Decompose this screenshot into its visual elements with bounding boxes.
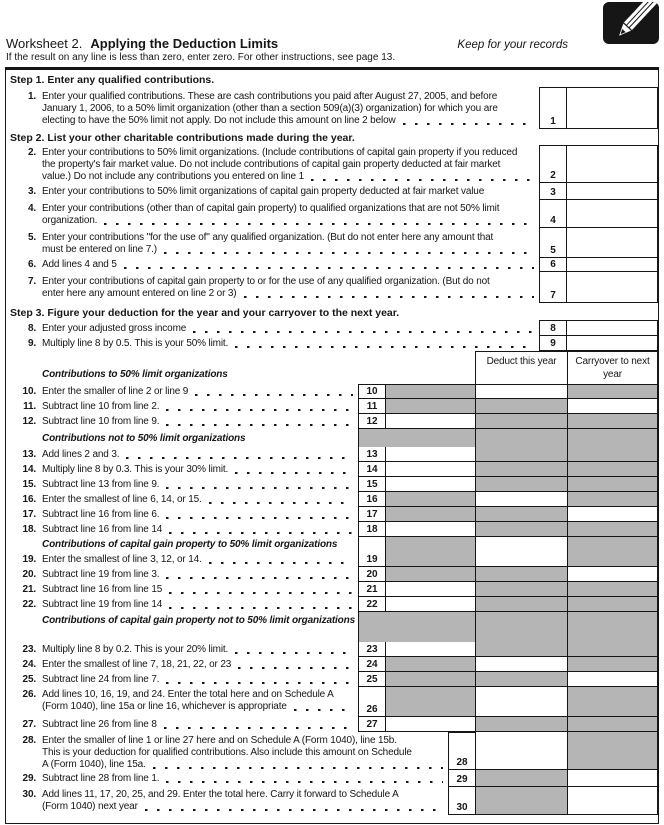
line-18-amount-cell[interactable] <box>385 522 475 537</box>
line-1-amount-cell[interactable] <box>566 87 658 129</box>
subheading-row-cg-to-50 <box>6 537 658 552</box>
dot-leader <box>164 727 353 729</box>
line-18-deduct-cell <box>475 522 567 537</box>
line-23-deduct-cell <box>475 642 567 657</box>
line-13-amount-cell[interactable] <box>385 447 475 462</box>
line-24-row: 24. Enter the smallest of line 7, 18, 21, 22, or 23 24 <box>6 657 658 672</box>
line-22-amount-cell[interactable] <box>385 597 475 612</box>
dot-leader <box>166 577 353 579</box>
line-24-number-box: 24 <box>358 657 385 672</box>
line-7-row: 7. Enter your contributions of capital gain property to or for the use of any qualified organization. (But do not enter here any amount entered on line 2 or 3) 7 <box>6 272 658 303</box>
line-9-number-box: 9 <box>539 336 566 351</box>
column-header-carryover: Carryover to next year <box>567 351 658 384</box>
line-10-number: 10. <box>22 386 36 397</box>
line-12-row: 12. Subtract line 10 from line 9. 12 <box>6 414 658 429</box>
dot-leader <box>124 267 534 269</box>
line-27-row: 27. Subtract line 26 from line 8 27 <box>6 717 658 732</box>
line-28-row: 28. Enter the smaller of line 1 or line 27 here and on Schedule A (Form 1040), line 15b. This is your deduction for qualified contributions. Also include this amount on Schedule A (Form 1040), line 15a. 28 <box>6 732 658 770</box>
line-27-number: 27. <box>22 719 36 730</box>
line-26-number-box: 26 <box>358 687 385 717</box>
line-20-row: 20. Subtract line 19 from line 3. 20 <box>6 567 658 582</box>
line-14-amount-cell[interactable] <box>385 462 475 477</box>
line-8-number: 8. <box>27 323 36 334</box>
line-12-carryover-cell <box>567 414 658 429</box>
line-13-number-box: 13 <box>358 447 385 462</box>
title-bar <box>6 0 654 51</box>
line-11-carryover-cell[interactable] <box>567 399 658 414</box>
subheading-to-50-limit: Contributions to 50% limit organizations <box>42 369 228 380</box>
step-3-heading: Step 3. Figure your deduction for the year and your carryover to the next year. <box>10 307 400 319</box>
dot-leader <box>166 781 443 783</box>
dot-leader <box>169 532 353 534</box>
line-24-amount-cell <box>385 657 475 672</box>
line-22-number: 22. <box>22 599 36 610</box>
line-22-row: 22. Subtract line 19 from line 14 22 <box>6 597 658 612</box>
dot-leader <box>164 252 534 254</box>
line-25-row: 25. Subtract line 24 from line 7. 25 <box>6 672 658 687</box>
line-29-row: 29. Subtract line 28 from line 1. 29 <box>6 770 658 787</box>
line-2-number-box: 2 <box>539 145 566 183</box>
line-17-amount-cell <box>385 507 475 522</box>
line-21-carryover-cell <box>567 582 658 597</box>
dot-leader <box>209 562 353 564</box>
line-30-row: 30. Add lines 11, 17, 20, 25, and 29. Enter the total here. Carry it forward to Schedule A (Form 1040) next year 30 <box>6 787 658 815</box>
dot-leader <box>104 223 534 225</box>
line-9-number: 9. <box>27 338 36 349</box>
line-29-number-box: 29 <box>448 770 475 787</box>
line-20-number: 20. <box>22 569 36 580</box>
dot-leader <box>238 667 353 669</box>
subheading-cg-to-50-limit: Contributions of capital gain property to 50% limit organizations <box>42 539 338 550</box>
line-27-number-box: 27 <box>358 717 385 732</box>
line-23-row: 23. Multiply line 8 by 0.2. This is your 20% limit. 23 <box>6 642 658 657</box>
line-2-amount-cell[interactable] <box>566 145 658 183</box>
line-29-number: 29. <box>22 773 36 784</box>
line-19-number: 19. <box>22 554 36 565</box>
line-20-number-box: 20 <box>358 567 385 582</box>
line-20-amount-cell <box>385 567 475 582</box>
line-6-number-box: 6 <box>539 258 566 272</box>
line-19-carryover-cell <box>567 552 658 567</box>
line-7-number: 7. <box>27 276 36 287</box>
line-16-number: 16. <box>22 494 36 505</box>
line-23-number: 23. <box>22 644 36 655</box>
dot-leader <box>195 394 353 396</box>
line-1-number-box: 1 <box>539 87 566 129</box>
step-1-heading: Step 1. Enter any qualified contributions. <box>10 74 215 86</box>
line-4-number-box: 4 <box>539 200 566 228</box>
line-14-carryover-cell <box>567 462 658 477</box>
keep-for-records-note: Keep for your records <box>457 39 568 51</box>
line-7-number-box: 7 <box>539 272 566 303</box>
line-13-number: 13. <box>22 449 36 460</box>
line-19-deduct-cell[interactable] <box>475 552 567 567</box>
line-11-amount-cell <box>385 399 475 414</box>
line-27-carryover-cell <box>567 717 658 732</box>
line-4-row: 4. Enter your contributions (other than of capital gain property) to qualified organizations that are not 50% limit organization. 4 <box>6 200 658 228</box>
line-25-amount-cell <box>385 672 475 687</box>
line-20-carryover-cell[interactable] <box>567 567 658 582</box>
line-10-deduct-cell[interactable] <box>475 384 567 399</box>
subheading-not-to-50-limit: Contributions not to 50% limit organizations <box>42 433 246 444</box>
line-17-number: 17. <box>22 509 36 520</box>
line-23-amount-cell[interactable] <box>385 642 475 657</box>
subheading-carryover-cell <box>567 612 658 642</box>
line-29-carryover-cell[interactable] <box>567 770 658 787</box>
dot-leader <box>311 179 534 181</box>
line-14-deduct-cell <box>475 462 567 477</box>
line-26-carryover-cell <box>567 687 658 717</box>
line-11-number-box: 11 <box>358 399 385 414</box>
line-4-amount-cell[interactable] <box>566 200 658 228</box>
line-16-deduct-cell[interactable] <box>475 492 567 507</box>
pencil-icon <box>603 2 659 44</box>
dot-leader <box>153 767 443 769</box>
step-2-heading: Step 2. List your other charitable contributions made during the year. <box>10 132 355 144</box>
dot-leader <box>193 331 534 333</box>
line-19-deduct-cell-top <box>475 537 567 552</box>
line-23-carryover-cell <box>567 642 658 657</box>
line-5-amount-cell[interactable] <box>566 228 658 258</box>
line-24-number: 24. <box>22 659 36 670</box>
dot-leader <box>166 517 353 519</box>
line-13-row: 13. Add lines 2 and 3. 13 <box>6 447 658 462</box>
line-29-deduct-cell <box>475 770 567 787</box>
line-16-carryover-cell <box>567 492 658 507</box>
line-30-number: 30. <box>22 789 36 800</box>
line-19-row: 19. Enter the smallest of line 3, 12, or 14. 19 <box>6 552 658 567</box>
line-6-amount-cell[interactable] <box>566 258 658 272</box>
dot-leader <box>166 424 353 426</box>
line-26-row: 26. Add lines 10, 16, 19, and 24. Enter the total here and on Schedule A (Form 1040), line 15a or line 16, whichever is appropriate 26 <box>6 687 658 717</box>
line-21-row: 21. Subtract line 16 from line 15 21 <box>6 582 658 597</box>
line-15-amount-cell[interactable] <box>385 477 475 492</box>
line-9-row: 9. Multiply line 8 by 0.5. This is your 50% limit. 9 <box>6 336 658 351</box>
line-19-carryover-cell-top <box>567 537 658 552</box>
line-30-number-box: 30 <box>448 787 475 815</box>
dot-leader <box>166 682 353 684</box>
line-11-row: 11. Subtract line 10 from line 2. 11 <box>6 399 658 414</box>
line-8-row: 8. Enter your adjusted gross income 8 <box>6 320 658 336</box>
dot-leader <box>169 607 353 609</box>
line-18-row: 18. Subtract line 16 from line 14 18 <box>6 522 658 537</box>
line-17-number-box: 17 <box>358 507 385 522</box>
line-27-amount-cell[interactable] <box>385 717 475 732</box>
line-14-number-box: 14 <box>358 462 385 477</box>
line-3-amount-cell[interactable] <box>566 183 658 200</box>
line-17-carryover-cell[interactable] <box>567 507 658 522</box>
line-25-carryover-cell[interactable] <box>567 672 658 687</box>
line-5-number-box: 5 <box>539 228 566 258</box>
line-18-number: 18. <box>22 524 36 535</box>
subheading-shaded-cell <box>358 612 475 642</box>
line-3-row: 3. Enter your contributions to 50% limit organizations of capital gain property deducted at fair market value 3 <box>6 183 658 200</box>
line-24-carryover-cell <box>567 657 658 672</box>
line-25-number-box: 25 <box>358 672 385 687</box>
dot-leader <box>235 652 353 654</box>
line-11-number: 11. <box>23 401 36 412</box>
subheading-row-cg-not-to-50 <box>6 612 658 642</box>
line-22-number-box: 22 <box>358 597 385 612</box>
line-21-number: 21. <box>22 584 36 595</box>
line-28-number-box: 28 <box>448 732 475 770</box>
line-19-amount-cell <box>385 552 475 567</box>
line-28-carryover-cell <box>567 732 658 770</box>
line-15-row: 15. Subtract line 13 from line 9. 15 <box>6 477 658 492</box>
line-25-number: 25. <box>22 674 36 685</box>
line-7-amount-cell[interactable] <box>566 272 658 303</box>
line-24-deduct-cell[interactable] <box>475 657 567 672</box>
line-18-carryover-cell <box>567 522 658 537</box>
line-5-number: 5. <box>27 232 36 243</box>
line-26-number: 26. <box>22 689 36 700</box>
line-12-amount-cell[interactable] <box>385 414 475 429</box>
line-16-amount-cell <box>385 492 475 507</box>
line-14-row: 14. Multiply line 8 by 0.3. This is your 30% limit. 14 <box>6 462 658 477</box>
line-16-number-box: 16 <box>358 492 385 507</box>
line-15-carryover-cell <box>567 477 658 492</box>
line-12-number-box: 12 <box>358 414 385 429</box>
worksheet-label: Worksheet 2. <box>6 36 83 51</box>
line-4-number: 4. <box>27 203 36 214</box>
line-14-number: 14. <box>22 464 36 475</box>
line-12-number: 12. <box>22 416 36 427</box>
dot-leader <box>235 346 534 348</box>
line-6-number: 6. <box>27 259 36 270</box>
line-23-number-box: 23 <box>358 642 385 657</box>
line-6-row: 6. Add lines 4 and 5 6 <box>6 258 658 272</box>
line-10-row: 10. Enter the smaller of line 2 or line 9 10 <box>6 384 658 399</box>
line-20-deduct-cell <box>475 567 567 582</box>
worksheet-body <box>5 67 659 824</box>
line-21-number-box: 21 <box>358 582 385 597</box>
line-13-deduct-cell <box>475 447 567 462</box>
line-9-amount-cell[interactable] <box>566 336 658 351</box>
subheading-shaded-cell <box>358 429 475 447</box>
dot-leader <box>403 123 534 125</box>
line-11-deduct-cell <box>475 399 567 414</box>
line-19-number-box-top <box>358 537 385 552</box>
line-8-amount-cell[interactable] <box>566 320 658 336</box>
line-3-number: 3. <box>27 186 36 197</box>
dot-leader <box>244 296 535 298</box>
line-10-amount-cell <box>385 384 475 399</box>
subheading-row-not-to-50 <box>6 429 658 447</box>
line-27-deduct-cell <box>475 717 567 732</box>
line-25-deduct-cell <box>475 672 567 687</box>
instruction-note: If the result on any line is less than zero, enter zero. For other instructions, see page 13. <box>6 52 396 63</box>
line-2-row: 2. Enter your contributions to 50% limit organizations. (Include contributions of capital gain property if you reduced the property's fair market value. Do not include contributions of capital gain property deducted at fair market value.) Do not include any contributions you entered on line 1 2 <box>6 145 658 183</box>
line-2-number: 2. <box>27 147 36 158</box>
line-1-row: 1. Enter your qualified contributions. These are cash contributions you paid after August 27, 2005, and before January 1, 2006, to a 50% limit organization (other than a section 509(a)(3) organization) for which you are electing to have the 50% limit not apply. Do not include this amount on line 2 below 1 <box>6 87 658 129</box>
line-3-number-box: 3 <box>539 183 566 200</box>
dot-leader <box>166 487 353 489</box>
line-17-row: 17. Subtract line 16 from line 6. 17 <box>6 507 658 522</box>
line-28-number: 28. <box>22 735 36 746</box>
column-header-deduct: Deduct this year <box>475 351 567 384</box>
line-22-deduct-cell <box>475 597 567 612</box>
dot-leader <box>166 409 353 411</box>
line-13-carryover-cell <box>567 447 658 462</box>
grid-header-row <box>6 351 658 384</box>
line-30-deduct-cell <box>475 787 567 815</box>
dot-leader <box>235 472 353 474</box>
subheading-cg-not-to-50-limit: Contributions of capital gain property not to 50% limit organizations <box>42 615 355 626</box>
subheading-deduct-cell <box>475 429 567 447</box>
dot-leader <box>169 592 353 594</box>
line-30-carryover-cell[interactable] <box>567 787 658 815</box>
line-21-deduct-cell <box>475 582 567 597</box>
dot-leader <box>294 709 353 711</box>
subheading-carryover-cell <box>567 429 658 447</box>
line-28-deduct-cell[interactable] <box>475 732 567 770</box>
line-12-deduct-cell <box>475 414 567 429</box>
line-15-number-box: 15 <box>358 477 385 492</box>
line-10-number-box: 10 <box>358 384 385 399</box>
dot-leader <box>126 457 353 459</box>
dot-leader <box>209 502 353 504</box>
line-10-carryover-cell <box>567 384 658 399</box>
page-title: Applying the Deduction Limits <box>90 36 279 51</box>
dot-leader <box>145 809 443 811</box>
line-22-carryover-cell <box>567 597 658 612</box>
line-15-deduct-cell <box>475 477 567 492</box>
line-26-amount-cell <box>385 687 475 717</box>
line-1-number: 1. <box>27 91 36 102</box>
line-19-amount-cell-top <box>385 537 475 552</box>
line-26-deduct-cell[interactable] <box>475 687 567 717</box>
line-5-row: 5. Enter your contributions "for the use of" any qualified organization. (But do not enter here any amount that must be entered on line 7.) 5 <box>6 228 658 258</box>
line-16-row: 16. Enter the smallest of line 6, 14, or 15. 16 <box>6 492 658 507</box>
subheading-deduct-cell <box>475 612 567 642</box>
line-17-deduct-cell <box>475 507 567 522</box>
line-18-number-box: 18 <box>358 522 385 537</box>
line-15-number: 15. <box>22 479 36 490</box>
line-8-number-box: 8 <box>539 320 566 336</box>
line-21-amount-cell[interactable] <box>385 582 475 597</box>
line-19-number-box: 19 <box>358 552 385 567</box>
